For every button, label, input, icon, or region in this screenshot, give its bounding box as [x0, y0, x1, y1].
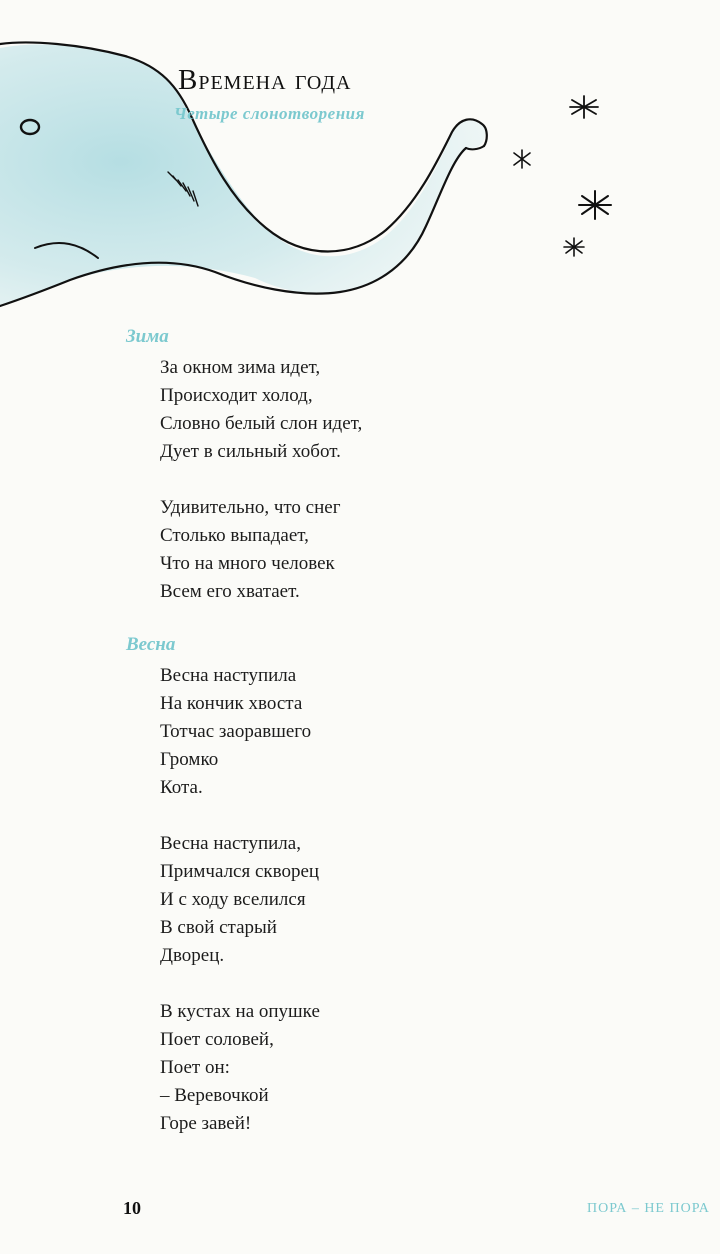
poem-line: – Веревочкой: [160, 1085, 269, 1106]
star-icon: [564, 238, 584, 256]
poem-line: В свой старый: [160, 917, 277, 938]
poem-line: Словно белый слон идет,: [160, 413, 363, 434]
poem-line: Весна наступила: [160, 665, 297, 686]
poem-stanza: [160, 662, 311, 802]
star-icon: [570, 96, 598, 118]
star-icon: [579, 191, 611, 219]
poem-line: Дует в сильный хобот.: [160, 441, 341, 462]
section-heading-winter: Зима: [126, 326, 169, 347]
poem-line: Удивительно, что снег: [160, 497, 341, 518]
poem-stanza: [160, 830, 319, 970]
poem-stanza: [160, 494, 341, 606]
poem-line: Поет соловей,: [160, 1029, 274, 1050]
poem-stanza: [160, 998, 320, 1138]
poem-line: Громко: [160, 749, 219, 770]
poem-line: Что на много человек: [160, 553, 335, 574]
page-title: Времена года: [178, 64, 352, 96]
poem-line: Тотчас заоравшего: [160, 721, 312, 742]
page-subtitle: Четыре слонотворения: [174, 104, 365, 123]
star-icon: [514, 150, 530, 168]
poem-line: Дворец.: [160, 945, 225, 966]
poem-line: Кота.: [160, 777, 203, 798]
poem-line: Столько выпадает,: [160, 525, 309, 546]
running-footer-title: ПОРА – НЕ ПОРА: [587, 1201, 710, 1216]
poem-line: Поет он:: [160, 1057, 230, 1078]
section-heading-spring: Весна: [126, 634, 176, 655]
poem-line: И с ходу вселился: [160, 889, 306, 910]
poem-line: В кустах на опушке: [160, 1001, 320, 1022]
poem-line: На кончик хвоста: [160, 693, 303, 714]
poem-stanza: [160, 354, 362, 466]
poem-line: Происходит холод,: [160, 385, 313, 406]
poem-line: Примчался скворец: [160, 861, 320, 882]
poem-line: За окном зима идет,: [160, 357, 321, 378]
poem-line: Весна наступила,: [160, 833, 301, 854]
elephant-illustration: [0, 0, 720, 320]
poem-line: Горе завей!: [160, 1113, 252, 1134]
page-number: 10: [123, 1198, 141, 1218]
poem-line: Всем его хватает.: [160, 581, 300, 602]
